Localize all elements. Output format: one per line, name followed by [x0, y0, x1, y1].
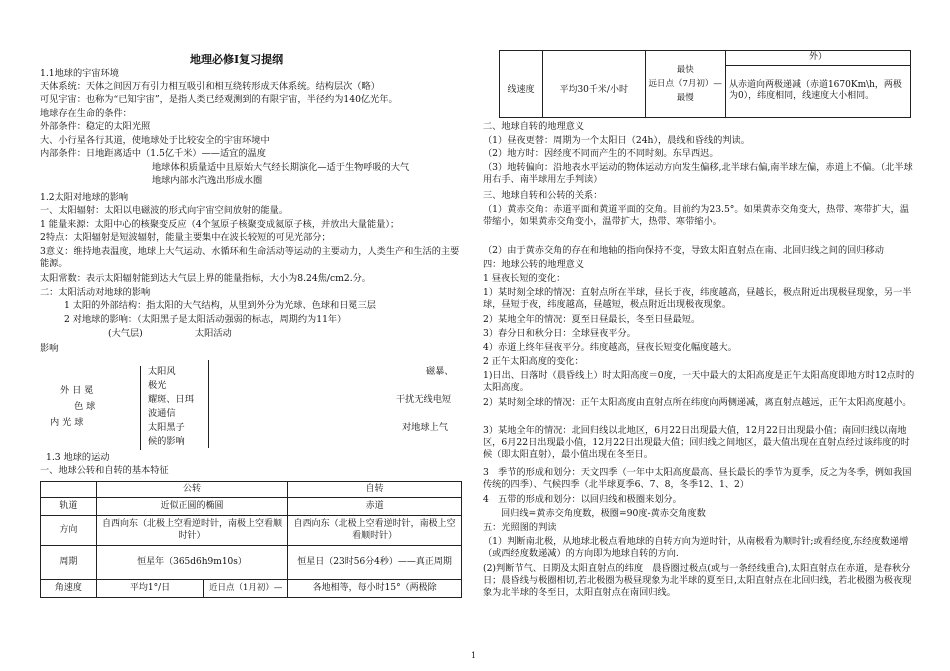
text-line: 2）某时刻全球的情况：正午太阳高度由直射点所在纬度向两侧递减，离直射点越远，正午太阳高度越小。 [483, 397, 912, 408]
text-line: （2）由于黄赤交角的存在和地轴的指向保持不变，导致太阳直射点在南、北回归线之间的回归移动 [483, 245, 884, 256]
section-heading: 1.2太阳对地球的影响 [40, 192, 129, 203]
diagram-header-activity: 太阳活动 [195, 328, 232, 339]
table-cell: 赤道 [288, 498, 462, 516]
page-title: 地理必修Ⅰ复习提纲 [190, 53, 284, 66]
text-line: 回归线=黄赤交角度数，极圈=90度-黄赤交角度数 [501, 508, 706, 519]
diagram-header-atmosphere: (大气层) [108, 328, 143, 339]
row-label: 轨道 [41, 498, 97, 516]
table-cell [645, 51, 725, 118]
effect-item: 对地球上气 [402, 422, 448, 433]
activity-item: 波通信 [148, 408, 176, 419]
activity-item: 太阳风 [148, 366, 176, 377]
cell-line: 远日点（7月初）— [648, 78, 722, 89]
text-line: 外部条件：稳定的太阳光照 [40, 121, 151, 132]
text-line: （2）地方时：因经度不同而产生的不同时刻。东早西迟。 [483, 148, 719, 159]
cell-line: 最慢 [676, 92, 694, 103]
row-label: 角速度 [41, 580, 97, 598]
layer-label-chromosphere: 色 球 [74, 401, 96, 412]
table-cell: 近似正圆的椭圆 [96, 498, 287, 516]
table-cell [542, 51, 645, 66]
table-cell: 自西向东（北极上空看逆时针，南极上空看顺时针） [288, 516, 462, 546]
activity-item: 耀斑、日珥 [148, 394, 194, 405]
table-cell: 近日点（1月初）— [204, 580, 288, 598]
text-line: 4 五带的形成和划分：以回归线和极圈来划分。 [483, 494, 682, 505]
table-cell: 恒星年（365d6h9m10s） [96, 546, 287, 580]
text-line: 1 太阳的外部结构：指太阳的大气结构，从里到外分为光球、色球和日冕三层 [64, 300, 376, 311]
row-label: 周期 [41, 546, 97, 580]
effect-item: 干扰无线电短 [396, 394, 452, 405]
text-line: （3）地转偏向：沿地表水平运动的物体运动方向发生偏移,北半球右偏,南半球左偏，赤道上不偏。（北半球用右手、南半球用左手判读） [483, 162, 913, 185]
text-line: （1）昼夜更替：周期为一个太阳日（24h），晨线和昏线的判读。 [483, 135, 750, 146]
text-line: 2 对地球的影响：（太阳黑子是太阳活动强弱的标志，周期约为11年） [64, 314, 347, 325]
table-cell [500, 51, 543, 66]
text-line: 可见宇宙：也称为“已知宇宙”，是指人类已经观测到的有限宇宙，半径约为140亿光年。 [40, 94, 398, 105]
diagram-bracket-left [140, 366, 141, 450]
text-line: 2特点：太阳辐射是短波辐射，能量主要集中在波长较短的可见光部分； [40, 232, 331, 243]
table-header-revolution: 公转 [96, 482, 287, 498]
earth-motion-table [40, 481, 462, 598]
text-line: 天体系统：天体之间因万有引力相互吸引和相互绕转形成天体系统。结构层次（略） [40, 81, 380, 92]
text-line: 太阳常数：表示太阳辐射能到达大气层上界的能量指标，大小为8.24焦/cm2.分。 [40, 273, 371, 284]
section-heading: 1.1地球的宇宙环境 [40, 68, 119, 79]
diagram-bracket-mid [208, 360, 209, 448]
cell-line: 最快 [676, 64, 694, 75]
table-cell: 自西向东（北极上空看逆时针，南极上空看顺时针） [96, 516, 287, 546]
text-line: 内部条件：日地距离适中（1.5亿千米）——适宜的温度 [40, 148, 266, 159]
earth-motion-table-continued [499, 50, 911, 118]
text-line: 一、太阳辐射：太阳以电磁波的形式向宇宙空间放射的能量。 [40, 205, 289, 216]
section-heading: 三、地球自转和公转的关系： [483, 190, 603, 201]
text-line: 影响 [40, 343, 59, 354]
table-cell: 从赤道向两极递减（赤道1670Km\h，两极为0），纬度相同，线速度大小相同。 [725, 65, 910, 117]
row-label: 线速度 [500, 65, 543, 117]
page-number: 1 [471, 651, 477, 660]
section-heading: 四：地球公转的地理意义 [483, 259, 585, 270]
text-line: 3 季节的形成和划分：天文四季（一年中太阳高度最高、昼长最长的季节为夏季，反之为冬季，例如我国传统的四季）、气候四季（北半球夏季6、7、8，冬季12、1、2） [483, 467, 912, 490]
text-line: （1）判断南北极，从地球北极点看地球的自转方向为逆时针，从南极看为顺时针;或看经度,东经度数递增（或西经度数递减）的方向即为地球自转的方向. [483, 536, 909, 559]
table-cell: 恒星日（23时56分4秒）——真正周期 [288, 546, 462, 580]
table-header-rotation: 自转 [288, 482, 462, 498]
text-line: (2)判断节气、日期及太阳直射点的纬度 晨昏圈过极点(或与一条经线重合),太阳直射点在赤道，是春秋分日；晨昏线与极圈相切,若北极圈为极昼现象为北半球的夏至日,太阳直射点在北回归线，若北极圈为极夜现象为北半球的冬至日，太阳直射点在南回归线。 [483, 563, 912, 598]
row-label: 方向 [41, 516, 97, 546]
text-line: 3）某地全年的情况：北回归线以北地区，6月22日出现最大值，12月22日出现最小值；南回归线以南地区，6月22日出现最小值，12月22日出现最大值；回归线之间地区，最大值出现在直射点经过该纬度的时候（即太阳直射），最小值出现在冬至日。 [483, 425, 910, 460]
text-line: 2 正午太阳高度的变化： [483, 356, 584, 367]
text-line: 3意义：维持地表温度，地球上大气运动、水循环和生命活动等运动的主要动力，人类生产和生活的主要能源。 [40, 246, 460, 269]
text-line: 一、地球公转和自转的基本特征 [40, 465, 169, 476]
layer-label-corona: 外 日 冕 [60, 385, 94, 396]
table-cell: 外） [725, 51, 910, 66]
text-line: 1 昼夜长短的变化： [483, 273, 566, 284]
table-cell: 平均1°/日 [96, 580, 203, 598]
text-line: 1）某时刻全球的情况：直射点所在半球，昼长于夜，纬度越高，昼越长，极点附近出现极昼现象，另一半球，昼短于夜，纬度越高，昼越短，极点附近出现极夜现象。 [483, 287, 912, 310]
text-line: 1)日出、日落时（晨昏线上）时太阳高度＝0度，一天中最大的太阳高度是正午太阳高度即地方时12点时的太阳高度。 [483, 370, 915, 393]
activity-item: 候的影响 [148, 436, 185, 447]
section-heading: 1.3 地球的运动 [46, 452, 110, 463]
section-heading: 二、地球自转的地理意义 [483, 121, 585, 132]
text-line: 二：太阳活动对地球的影响 [40, 287, 151, 298]
section-heading: 五：光照图的判读 [483, 522, 557, 533]
table-cell: 平均30千米/小时 [542, 65, 645, 117]
text-line: 地球内部水汽逸出形成水圈 [152, 175, 263, 186]
layer-label-photosphere: 内 光 球 [50, 417, 84, 428]
activity-item: 极光 [148, 380, 167, 391]
effect-item: 磁暴、 [426, 366, 454, 377]
text-line: 3）春分日和秋分日：全球昼夜平分。 [483, 328, 636, 339]
text-line: 地球体积质量适中且原始大气经长期演化—适于生物呼吸的大气 [152, 162, 410, 173]
table-cell: 各地相等，每小时15°（两极除 [288, 580, 462, 598]
table-cell [41, 482, 97, 498]
text-line: 4）赤道上终年昼夜平分。纬度越高，昼夜长短变化幅度越大。 [483, 342, 737, 353]
text-line: 大、小行星各行其道，使地球处于比较安全的宇宙环境中 [40, 135, 270, 146]
activity-item: 太阳黑子 [148, 422, 185, 433]
text-line: （1）黄赤交角：赤道平面和黄道平面的交角。目前约为23.5°。如果黄赤交角变大，热带、寒带扩大，温带缩小，如果黄赤交角变小，温带扩大，热带、寒带缩小。 [483, 204, 909, 227]
text-line: 1 能量来源：太阳中心的核聚变反应（4个氢原子核聚变成氦原子核，并放出大量能量）； [40, 219, 400, 230]
text-line: 2）某地全年的情况：夏至日昼最长，冬至日昼最短。 [483, 314, 701, 325]
text-line: 地球存在生命的条件： [40, 108, 132, 119]
